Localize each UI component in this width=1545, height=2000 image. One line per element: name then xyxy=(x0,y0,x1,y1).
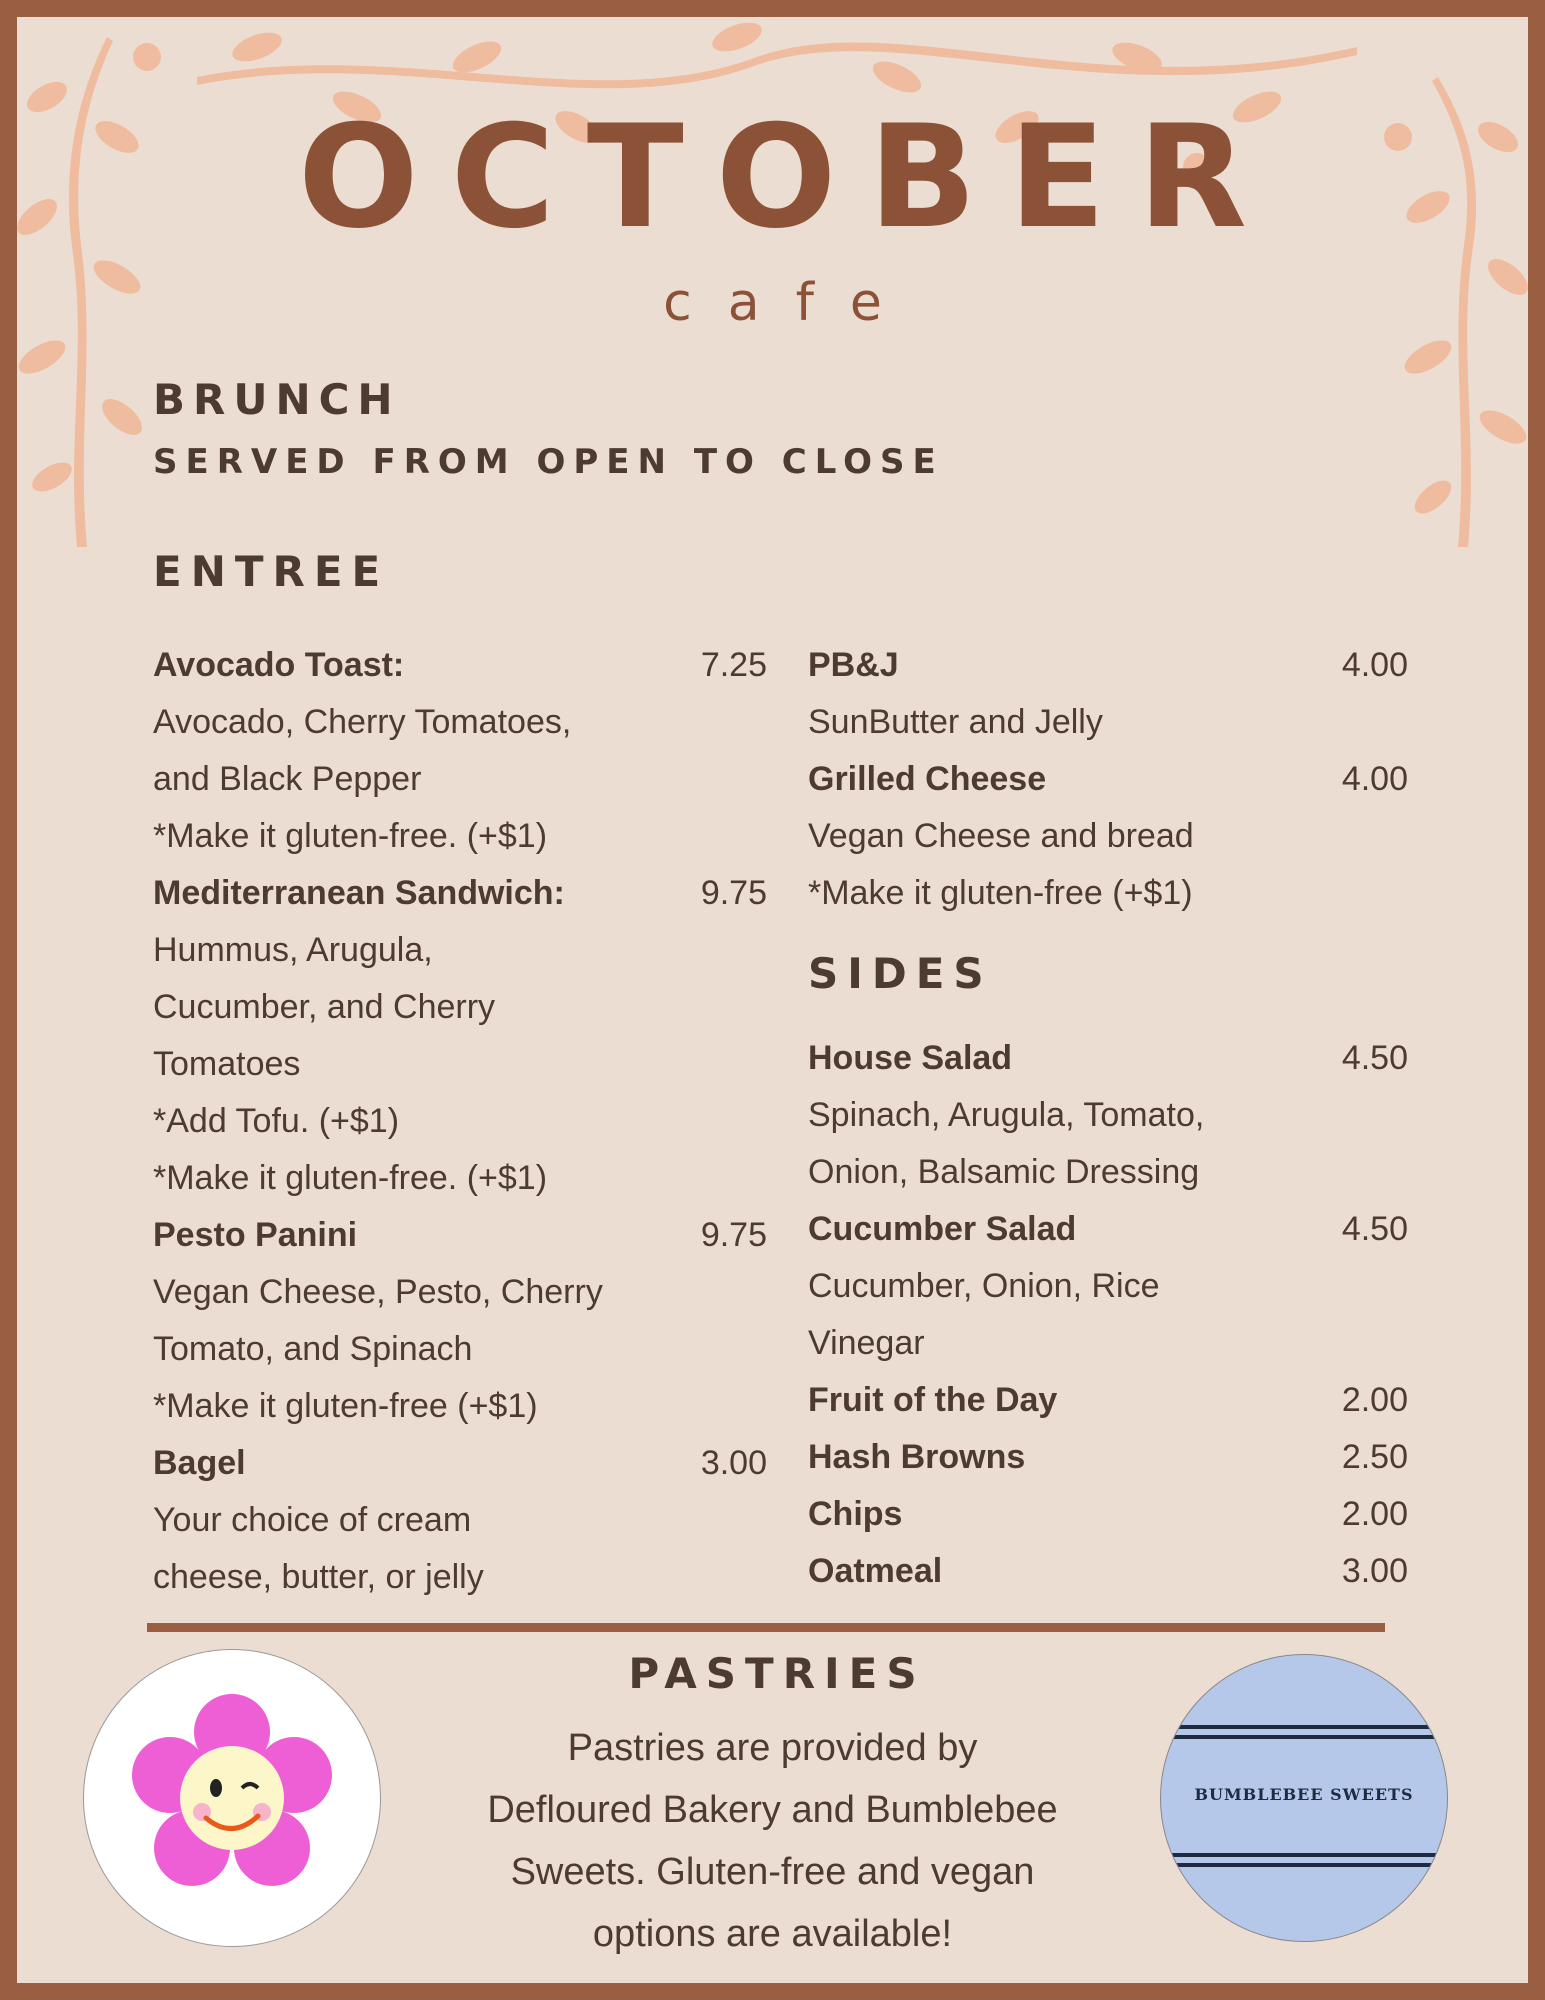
menu-item-price: 4.00 xyxy=(1341,760,1408,798)
section-divider xyxy=(147,1623,1385,1632)
menu-item-note: *Make it gluten-free. (+$1) xyxy=(153,1159,548,1197)
cafe-subtitle: cafe xyxy=(663,273,918,333)
flower-face-icon xyxy=(84,1650,380,1946)
menu-item-price: 3.00 xyxy=(700,1444,767,1482)
menu-item-note: *Make it gluten-free. (+$1) xyxy=(153,817,548,855)
menu-item-price: 2.50 xyxy=(1341,1438,1408,1476)
menu-item-name: Cucumber Salad xyxy=(808,1210,1077,1248)
menu-item-price: 9.75 xyxy=(700,874,767,912)
menu-item-name: Hash Browns xyxy=(808,1438,1026,1476)
logo-stripe xyxy=(1161,1863,1447,1867)
menu-item-price: 9.75 xyxy=(700,1216,767,1254)
menu-item-note: *Add Tofu. (+$1) xyxy=(153,1102,400,1140)
pastries-line: Defloured Bakery and Bumblebee xyxy=(487,1789,1058,1831)
logo-stripe xyxy=(1161,1853,1447,1857)
pastries-line: Sweets. Gluten-free and vegan xyxy=(510,1851,1035,1893)
menu-item-note: *Make it gluten-free (+$1) xyxy=(153,1387,538,1425)
logo-stripe xyxy=(1161,1725,1447,1729)
menu-item-price: 4.50 xyxy=(1341,1210,1408,1248)
menu-item-desc: cheese, butter, or jelly xyxy=(153,1558,484,1596)
sides-heading: SIDES xyxy=(808,949,993,998)
pastries-line: Pastries are provided by xyxy=(567,1727,978,1769)
logo-text: BUMBLEBEE SWEETS xyxy=(1194,1785,1414,1804)
menu-item-name: Mediterranean Sandwich: xyxy=(153,874,565,912)
menu-item-price: 2.00 xyxy=(1341,1381,1408,1419)
menu-item-desc: Vegan Cheese, Pesto, Cherry xyxy=(153,1273,603,1311)
menu-item-desc: Cucumber, Onion, Rice xyxy=(808,1267,1160,1305)
menu-item-desc: Your choice of cream xyxy=(153,1501,472,1539)
menu-item-note: *Make it gluten-free (+$1) xyxy=(808,874,1193,912)
menu-item-price: 3.00 xyxy=(1341,1552,1408,1590)
menu-item-name: Chips xyxy=(808,1495,903,1533)
menu-item-desc: Avocado, Cherry Tomatoes, xyxy=(153,703,572,741)
pastries-line: options are available! xyxy=(592,1913,953,1955)
menu-item-name: PB&J xyxy=(808,646,899,684)
menu-item-price: 2.00 xyxy=(1341,1495,1408,1533)
menu-item-desc: Cucumber, and Cherry xyxy=(153,988,496,1026)
menu-item-name: Avocado Toast: xyxy=(153,646,405,684)
logo-stripe xyxy=(1161,1735,1447,1739)
pastries-heading: PASTRIES xyxy=(628,1649,926,1698)
cafe-title: OCTOBER xyxy=(297,95,1280,260)
pastries-description xyxy=(417,1717,1128,1965)
menu-item-desc: Spinach, Arugula, Tomato, xyxy=(808,1096,1205,1134)
menu-item-name: House Salad xyxy=(808,1039,1013,1077)
brunch-heading: BRUNCH xyxy=(153,375,401,424)
menu-item-desc: Onion, Balsamic Dressing xyxy=(808,1153,1200,1191)
defloured-bakery-logo xyxy=(83,1649,381,1947)
menu-item-name: Fruit of the Day xyxy=(808,1381,1058,1419)
menu-page xyxy=(17,17,1528,1983)
menu-item-name: Oatmeal xyxy=(808,1552,943,1590)
menu-item-desc: Tomatoes xyxy=(153,1045,301,1083)
served-hours: SERVED FROM OPEN TO CLOSE xyxy=(153,442,944,482)
menu-item-desc: SunButter and Jelly xyxy=(808,703,1103,741)
menu-item-name: Bagel xyxy=(153,1444,246,1482)
bumblebee-sweets-logo xyxy=(1160,1654,1448,1942)
menu-item-price: 4.00 xyxy=(1341,646,1408,684)
menu-item-desc: Hummus, Arugula, xyxy=(153,931,433,969)
entree-heading: ENTREE xyxy=(153,547,390,596)
menu-item-price: 4.50 xyxy=(1341,1039,1408,1077)
menu-item-desc: and Black Pepper xyxy=(153,760,422,798)
menu-item-desc: Vegan Cheese and bread xyxy=(808,817,1194,855)
menu-item-desc: Tomato, and Spinach xyxy=(153,1330,473,1368)
menu-item-name: Grilled Cheese xyxy=(808,760,1047,798)
menu-item-name: Pesto Panini xyxy=(153,1216,358,1254)
menu-item-price: 7.25 xyxy=(700,646,767,684)
menu-item-desc: Vinegar xyxy=(808,1324,925,1362)
